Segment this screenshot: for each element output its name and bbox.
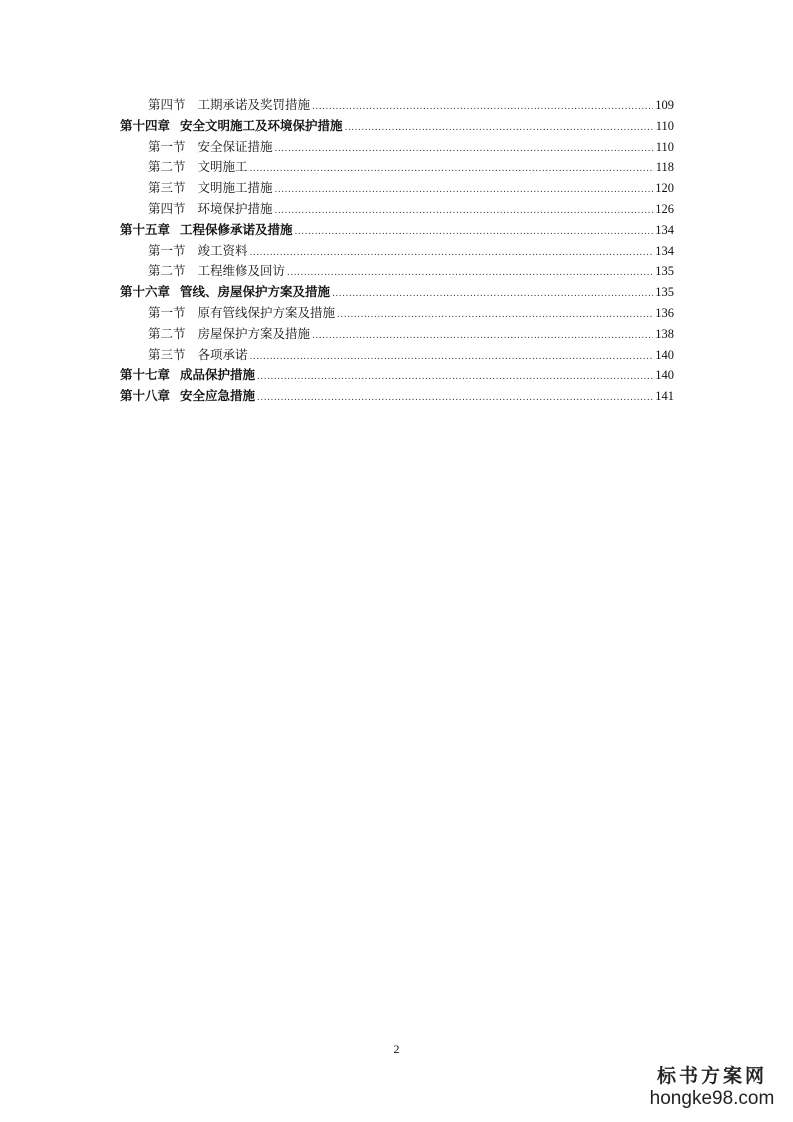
toc-entry-title: 房屋保护方案及措施 xyxy=(197,325,311,341)
toc-dot-leader xyxy=(275,139,654,160)
toc-entry-number: 第十八章 xyxy=(120,388,171,404)
toc-entry-number: 第二节 xyxy=(148,263,186,279)
toc-entry-title: 工期承诺及奖罚措施 xyxy=(197,97,311,112)
toc-entry-title: 文明施工 xyxy=(197,159,248,175)
toc-entry-page: 134 xyxy=(655,243,674,258)
toc-dot-leader xyxy=(337,305,653,326)
toc-entry-title: 管线、房屋保护方案及措施 xyxy=(180,284,331,300)
toc-entry-number: 第十六章 xyxy=(120,284,171,300)
toc-chapter-row[interactable] xyxy=(120,220,674,241)
toc-entry-title: 原有管线保护方案及措施 xyxy=(197,304,336,320)
toc-chapter-row[interactable] xyxy=(120,282,674,303)
toc-section-row[interactable] xyxy=(120,95,674,116)
toc-dot-leader xyxy=(250,159,654,180)
toc-entry-page: 110 xyxy=(655,118,674,133)
toc-section-row[interactable] xyxy=(120,303,674,324)
toc-entry-number: 第二节 xyxy=(148,159,186,175)
toc-entry-number: 第四节 xyxy=(148,97,186,112)
toc-entry-number: 第一节 xyxy=(148,242,186,258)
toc-dot-leader xyxy=(287,263,653,284)
toc-section-row[interactable] xyxy=(120,137,674,158)
toc-dot-leader xyxy=(312,97,653,118)
toc-entry-title: 安全应急措施 xyxy=(180,388,256,404)
toc-dot-leader xyxy=(345,118,654,139)
toc-dot-leader xyxy=(295,222,654,243)
toc-section-row[interactable] xyxy=(120,261,674,282)
table-of-contents xyxy=(120,95,674,407)
toc-entry-page: 135 xyxy=(655,285,674,300)
toc-entry-number: 第十四章 xyxy=(120,117,171,133)
toc-entry-page: 140 xyxy=(655,347,674,362)
toc-section-row[interactable] xyxy=(120,324,674,345)
toc-dot-leader xyxy=(250,243,654,264)
toc-entry-number: 第二节 xyxy=(148,325,186,341)
toc-entry-number: 第十五章 xyxy=(120,221,171,237)
toc-dot-leader xyxy=(257,388,653,409)
toc-dot-leader xyxy=(275,180,654,201)
toc-entry-title: 安全保证措施 xyxy=(197,138,273,154)
toc-entry-title: 竣工资料 xyxy=(197,242,248,258)
toc-entry-page: 120 xyxy=(655,181,674,196)
toc-entry-title: 工程保修承诺及措施 xyxy=(180,221,293,237)
toc-entry-page: 141 xyxy=(655,389,674,404)
toc-dot-leader xyxy=(275,201,654,222)
toc-entry-page: 136 xyxy=(655,305,674,320)
toc-chapter-row[interactable] xyxy=(120,116,674,137)
watermark-logo xyxy=(647,1064,777,1110)
toc-entry-number: 第三节 xyxy=(148,180,186,196)
toc-section-row[interactable] xyxy=(120,241,674,262)
toc-entry-title: 文明施工措施 xyxy=(197,180,273,196)
toc-section-row[interactable] xyxy=(120,199,674,220)
toc-chapter-row[interactable] xyxy=(120,386,674,407)
toc-entry-number: 第三节 xyxy=(148,346,186,362)
toc-section-row[interactable] xyxy=(120,345,674,366)
toc-entry-page: 109 xyxy=(655,98,674,112)
toc-section-row[interactable] xyxy=(120,178,674,199)
watermark-url: hongke98.com xyxy=(649,1088,775,1109)
toc-entry-page: 134 xyxy=(655,222,674,237)
toc-entry-number: 第四节 xyxy=(148,200,186,216)
toc-entry-page: 126 xyxy=(655,201,674,216)
toc-entry-page: 118 xyxy=(655,160,674,175)
toc-dot-leader xyxy=(332,284,653,305)
toc-entry-page: 140 xyxy=(655,368,674,383)
watermark-name: 标书方案网 xyxy=(656,1065,767,1087)
toc-entry-page: 138 xyxy=(655,326,674,341)
toc-section-row[interactable] xyxy=(120,157,674,178)
toc-entry-page: 110 xyxy=(655,139,674,154)
toc-dot-leader xyxy=(312,326,653,347)
toc-chapter-row[interactable] xyxy=(120,365,674,386)
toc-entry-number: 第一节 xyxy=(148,138,186,154)
page-number: 2 xyxy=(393,1042,400,1056)
toc-dot-leader xyxy=(250,347,654,368)
toc-entry-title: 工程维修及回访 xyxy=(197,263,286,279)
toc-entry-page: 135 xyxy=(655,264,674,279)
toc-entry-title: 安全文明施工及环境保护措施 xyxy=(180,117,343,133)
toc-entry-title: 环境保护措施 xyxy=(197,200,273,216)
toc-dot-leader xyxy=(257,367,653,388)
toc-entry-title: 各项承诺 xyxy=(197,346,248,362)
toc-entry-number: 第一节 xyxy=(148,304,186,320)
toc-entry-number: 第十七章 xyxy=(120,367,171,383)
toc-entry-title: 成品保护措施 xyxy=(180,367,256,383)
